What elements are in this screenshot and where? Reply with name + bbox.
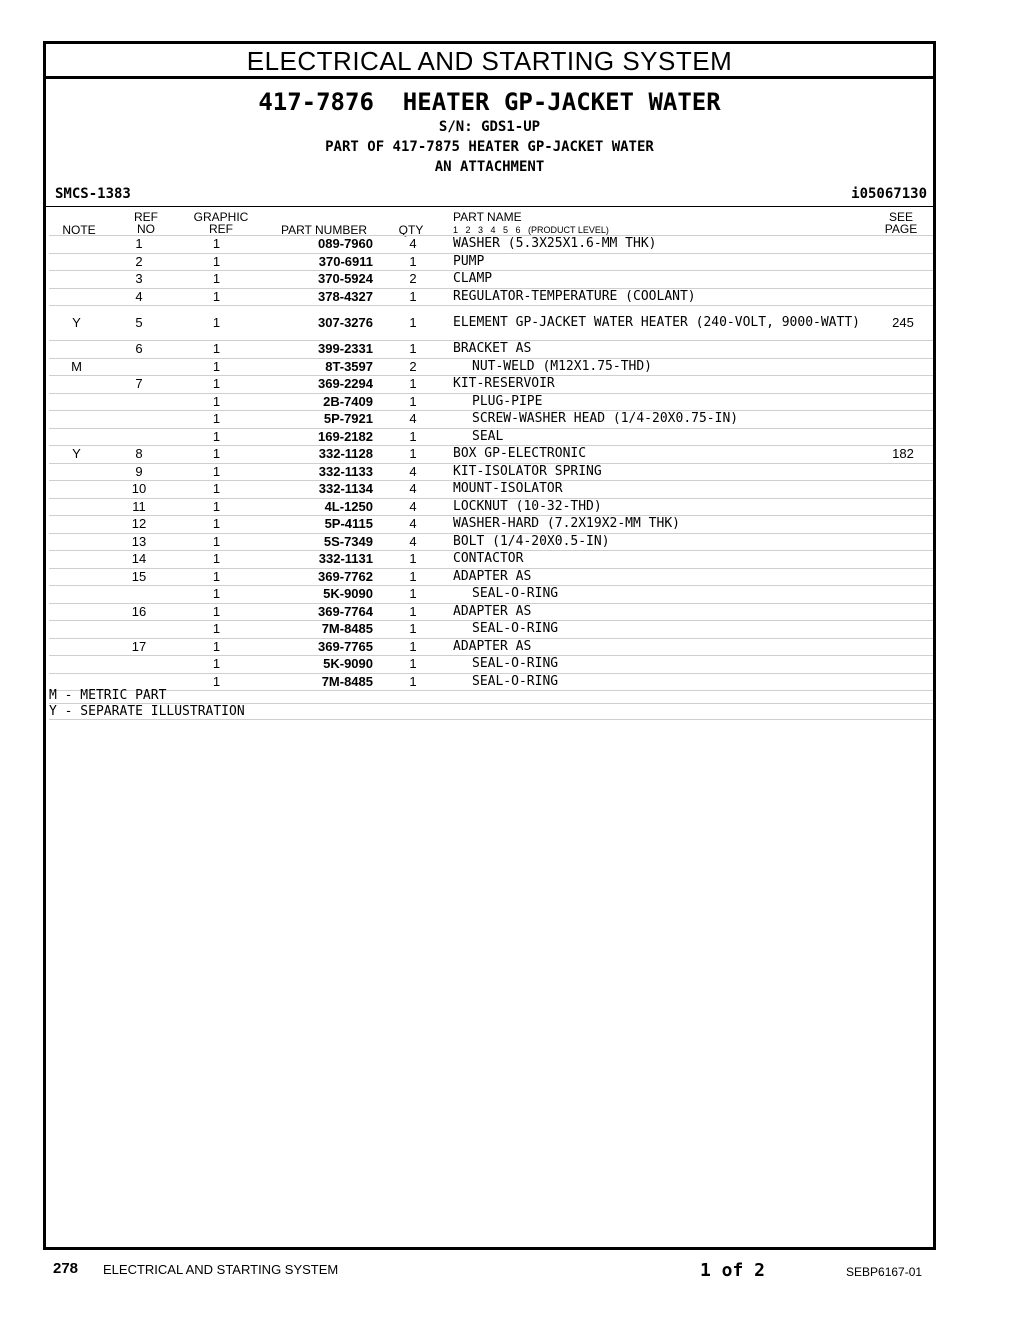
note-cell (49, 411, 104, 429)
part-name-cell (453, 271, 873, 289)
footer-page-number: 278 (53, 1260, 79, 1277)
note-cell (49, 341, 104, 359)
qty-cell: 1 (373, 376, 453, 394)
graphic-cell: 1 (174, 271, 259, 289)
qty-cell: 1 (373, 341, 453, 359)
part-name-text: CONTACTOR (453, 551, 524, 567)
ref-cell: 11 (104, 498, 174, 516)
note-cell (49, 586, 104, 604)
part-number-cell: 370-6911 (259, 253, 373, 271)
qty-cell: 1 (373, 586, 453, 604)
table-row (49, 236, 933, 254)
qty-cell: 1 (373, 288, 453, 306)
ref-cell: 6 (104, 341, 174, 359)
graphic-cell: 1 (174, 533, 259, 551)
note-cell (49, 481, 104, 499)
graphic-cell: 1 (174, 358, 259, 376)
graphic-cell: 1 (174, 253, 259, 271)
part-number-cell: 5P-7921 (259, 411, 373, 429)
qty-cell: 4 (373, 481, 453, 499)
see-page-cell (873, 236, 933, 254)
see-page-cell (873, 533, 933, 551)
col-see-bottom: PAGE (884, 222, 918, 236)
graphic-cell: 1 (174, 411, 259, 429)
part-number-cell: 5P-4115 (259, 516, 373, 534)
col-qty: QTY (398, 223, 424, 237)
ref-cell (104, 411, 174, 429)
table-row (49, 533, 933, 551)
note-cell (49, 376, 104, 394)
see-page-cell (873, 551, 933, 569)
graphic-cell: 1 (174, 306, 259, 341)
col-graphic-top: GRAPHIC (193, 210, 249, 224)
ref-cell (104, 428, 174, 446)
ref-cell: 12 (104, 516, 174, 534)
see-page-cell (873, 621, 933, 639)
note-metric: M - METRIC PART (49, 688, 933, 704)
part-name-cell (453, 656, 873, 674)
header-rule (46, 206, 933, 207)
part-name-cell (453, 236, 873, 254)
part-name-text: WASHER (5.3X25X1.6-MM THK) (453, 236, 657, 252)
see-page-cell (873, 288, 933, 306)
table-row (49, 603, 933, 621)
part-name-cell (453, 358, 873, 376)
see-page-cell (873, 586, 933, 604)
note-cell (49, 498, 104, 516)
graphic-cell: 1 (174, 568, 259, 586)
note-cell (49, 428, 104, 446)
note-cell (49, 656, 104, 674)
part-name-text: BOLT (1/4-20X0.5-IN) (453, 533, 610, 549)
part-number-cell: 2B-7409 (259, 393, 373, 411)
part-name-text: CLAMP (453, 271, 493, 287)
table-row (49, 516, 933, 534)
qty-cell: 1 (373, 446, 453, 464)
note-cell (49, 288, 104, 306)
qty-cell: 1 (373, 306, 453, 341)
see-page-cell (873, 411, 933, 429)
part-name-text: BRACKET AS (453, 341, 532, 357)
see-page-cell (873, 516, 933, 534)
part-name-cell (453, 516, 873, 534)
see-page-cell (873, 253, 933, 271)
part-name-cell (453, 428, 873, 446)
graphic-cell: 1 (174, 551, 259, 569)
qty-cell: 1 (373, 673, 453, 691)
part-number-cell: 378-4327 (259, 288, 373, 306)
table-row (49, 306, 933, 341)
footer-page-of: 1 of 2 (700, 1260, 766, 1281)
note-cell (49, 603, 104, 621)
part-name-cell (453, 533, 873, 551)
ref-cell: 5 (104, 306, 174, 341)
table-row (49, 341, 933, 359)
table-row (49, 656, 933, 674)
see-page-cell (873, 656, 933, 674)
ref-cell: 1 (104, 236, 174, 254)
ref-cell: 8 (104, 446, 174, 464)
graphic-cell: 1 (174, 376, 259, 394)
part-number-cell: 369-2294 (259, 376, 373, 394)
note-cell (49, 621, 104, 639)
part-number-cell: 369-7765 (259, 638, 373, 656)
part-number-cell: 4L-1250 (259, 498, 373, 516)
ref-cell: 3 (104, 271, 174, 289)
table-row (49, 446, 933, 464)
ref-cell: 10 (104, 481, 174, 499)
col-see-top: SEE (888, 210, 913, 224)
table-row (49, 271, 933, 289)
qty-cell: 1 (373, 253, 453, 271)
part-name-cell (453, 341, 873, 359)
part-number-cell: 7M-8485 (259, 673, 373, 691)
graphic-cell: 1 (174, 446, 259, 464)
qty-cell: 2 (373, 271, 453, 289)
graphic-cell: 1 (174, 603, 259, 621)
part-name-cell (453, 288, 873, 306)
note-cell: Y (49, 446, 104, 464)
note-cell (49, 568, 104, 586)
part-name-cell (453, 551, 873, 569)
part-name-text: SEAL (472, 428, 504, 444)
note-cell (49, 253, 104, 271)
ref-cell: 17 (104, 638, 174, 656)
graphic-cell: 1 (174, 288, 259, 306)
ref-cell: 16 (104, 603, 174, 621)
note-cell (49, 551, 104, 569)
part-name-text: ADAPTER AS (453, 568, 532, 584)
part-name-text: BOX GP-ELECTRONIC (453, 446, 587, 462)
graphic-cell: 1 (174, 656, 259, 674)
part-number-cell: 369-7762 (259, 568, 373, 586)
qty-cell: 1 (373, 568, 453, 586)
parts-table (49, 235, 933, 691)
part-name-text: ADAPTER AS (453, 603, 532, 619)
col-product-levels: 1 2 3 4 5 6 (PRODUCT LEVEL) (453, 225, 609, 235)
ref-cell (104, 621, 174, 639)
see-page-cell (873, 603, 933, 621)
col-ref-bottom: NO (137, 222, 155, 236)
part-name-text: SCREW-WASHER HEAD (1/4-20X0.75-IN) (472, 411, 739, 427)
part-name-cell (453, 498, 873, 516)
part-number-cell: 5S-7349 (259, 533, 373, 551)
page-frame (43, 41, 936, 1250)
group-title: 417-7876 HEATER GP-JACKET WATER (258, 88, 721, 116)
table-row (49, 568, 933, 586)
graphic-cell: 1 (174, 638, 259, 656)
col-ref-top: REF (134, 210, 158, 224)
part-name-cell (453, 621, 873, 639)
part-number-cell: 307-3276 (259, 306, 373, 341)
part-name-cell (453, 393, 873, 411)
part-number-cell: 370-5924 (259, 271, 373, 289)
graphic-cell: 1 (174, 621, 259, 639)
part-name-text: ADAPTER AS (453, 638, 532, 654)
ref-cell (104, 656, 174, 674)
graphic-cell: 1 (174, 586, 259, 604)
part-name-text: MOUNT-ISOLATOR (453, 481, 563, 497)
part-name-text: PLUG-PIPE (472, 393, 543, 409)
see-page-cell (873, 638, 933, 656)
graphic-cell: 1 (174, 673, 259, 691)
see-page-cell (873, 341, 933, 359)
see-page-cell (873, 393, 933, 411)
notes-legend (49, 688, 933, 720)
ref-cell (104, 393, 174, 411)
col-part-number: PART NUMBER (280, 223, 367, 237)
part-name-cell (453, 586, 873, 604)
col-note: NOTE (62, 223, 96, 237)
part-number-cell: 089-7960 (259, 236, 373, 254)
see-page-cell (873, 481, 933, 499)
table-row (49, 586, 933, 604)
see-page-cell (873, 463, 933, 481)
note-cell (49, 638, 104, 656)
qty-cell: 1 (373, 656, 453, 674)
note-cell (49, 516, 104, 534)
qty-cell: 4 (373, 516, 453, 534)
illustration-id: i05067130 (851, 186, 927, 202)
qty-cell: 4 (373, 463, 453, 481)
ref-cell: 14 (104, 551, 174, 569)
smcs-code: SMCS-1383 (55, 186, 131, 202)
table-row (49, 376, 933, 394)
qty-cell: 1 (373, 603, 453, 621)
part-name-cell (453, 638, 873, 656)
note-cell: M (49, 358, 104, 376)
table-row (49, 428, 933, 446)
see-page-cell (873, 358, 933, 376)
table-row (49, 551, 933, 569)
graphic-cell: 1 (174, 463, 259, 481)
footer-section-title: ELECTRICAL AND STARTING SYSTEM (103, 1262, 339, 1277)
ref-cell: 9 (104, 463, 174, 481)
graphic-cell: 1 (174, 498, 259, 516)
qty-cell: 1 (373, 621, 453, 639)
ref-cell (104, 358, 174, 376)
attachment-line: AN ATTACHMENT (434, 159, 545, 175)
graphic-cell: 1 (174, 393, 259, 411)
qty-cell: 4 (373, 411, 453, 429)
see-page-cell (873, 428, 933, 446)
see-page-cell (873, 498, 933, 516)
ref-cell: 4 (104, 288, 174, 306)
table-row (49, 621, 933, 639)
graphic-cell: 1 (174, 428, 259, 446)
table-row (49, 638, 933, 656)
part-name-text: PUMP (453, 253, 485, 269)
part-name-text: NUT-WELD (M12X1.75-THD) (472, 358, 653, 374)
part-name-cell (453, 446, 873, 464)
part-number-cell: 8T-3597 (259, 358, 373, 376)
part-name-text: SEAL-O-RING (472, 673, 559, 689)
part-number-cell: 332-1131 (259, 551, 373, 569)
part-number-cell: 399-2331 (259, 341, 373, 359)
qty-cell: 2 (373, 358, 453, 376)
footer-document-id: SEBP6167-01 (846, 1265, 923, 1279)
see-page-cell (873, 271, 933, 289)
see-page-cell (873, 376, 933, 394)
part-number-cell: 332-1128 (259, 446, 373, 464)
section-title: ELECTRICAL AND STARTING SYSTEM (46, 44, 933, 79)
part-name-cell (453, 253, 873, 271)
graphic-cell: 1 (174, 341, 259, 359)
note-separate-illustration: Y - SEPARATE ILLUSTRATION (49, 704, 933, 720)
part-of-line: PART OF 417-7875 HEATER GP-JACKET WATER (325, 139, 654, 155)
see-page-cell (873, 568, 933, 586)
note-cell (49, 236, 104, 254)
qty-cell: 1 (373, 638, 453, 656)
part-name-cell (453, 603, 873, 621)
part-name-cell (453, 463, 873, 481)
part-name-cell (453, 376, 873, 394)
part-name-text: KIT-ISOLATOR SPRING (453, 463, 602, 479)
graphic-cell: 1 (174, 481, 259, 499)
table-row (49, 411, 933, 429)
part-number-cell: 369-7764 (259, 603, 373, 621)
table-row (49, 358, 933, 376)
qty-cell: 4 (373, 498, 453, 516)
qty-cell: 1 (373, 393, 453, 411)
see-page-cell: 245 (873, 306, 933, 341)
note-cell (49, 393, 104, 411)
part-name-text: KIT-RESERVOIR (453, 376, 555, 392)
part-name-text: REGULATOR-TEMPERATURE (COOLANT) (453, 288, 696, 304)
part-name-text: SEAL-O-RING (472, 621, 559, 637)
part-name-text: SEAL-O-RING (472, 656, 559, 672)
table-row (49, 393, 933, 411)
table-row (49, 253, 933, 271)
part-number-cell: 332-1134 (259, 481, 373, 499)
qty-cell: 4 (373, 236, 453, 254)
col-part-name: PART NAME (453, 210, 522, 224)
graphic-cell: 1 (174, 516, 259, 534)
qty-cell: 4 (373, 533, 453, 551)
part-name-text: LOCKNUT (10-32-THD) (453, 498, 602, 514)
qty-cell: 1 (373, 428, 453, 446)
part-number-cell: 5K-9090 (259, 656, 373, 674)
ref-cell: 15 (104, 568, 174, 586)
table-row (49, 498, 933, 516)
col-graphic-bottom: REF (209, 222, 233, 236)
part-name-text: ELEMENT GP-JACKET WATER HEATER (240-VOLT, 9000-WATT) (453, 315, 860, 330)
note-cell (49, 533, 104, 551)
qty-cell: 1 (373, 551, 453, 569)
part-number-cell: 169-2182 (259, 428, 373, 446)
part-name-cell (453, 306, 873, 341)
table-row (49, 463, 933, 481)
part-name-cell (453, 481, 873, 499)
ref-cell: 2 (104, 253, 174, 271)
note-cell (49, 271, 104, 289)
part-name-cell (453, 411, 873, 429)
serial-number: S/N: GDS1-UP (438, 119, 541, 135)
ref-cell (104, 586, 174, 604)
table-row (49, 481, 933, 499)
part-number-cell: 7M-8485 (259, 621, 373, 639)
note-cell: Y (49, 306, 104, 341)
ref-cell: 7 (104, 376, 174, 394)
part-number-cell: 5K-9090 (259, 586, 373, 604)
table-row (49, 288, 933, 306)
ref-cell: 13 (104, 533, 174, 551)
see-page-cell: 182 (873, 446, 933, 464)
note-cell (49, 463, 104, 481)
part-name-text: WASHER-HARD (7.2X19X2-MM THK) (453, 516, 680, 532)
part-name-cell (453, 568, 873, 586)
graphic-cell: 1 (174, 236, 259, 254)
part-name-text: SEAL-O-RING (472, 586, 559, 602)
part-number-cell: 332-1133 (259, 463, 373, 481)
